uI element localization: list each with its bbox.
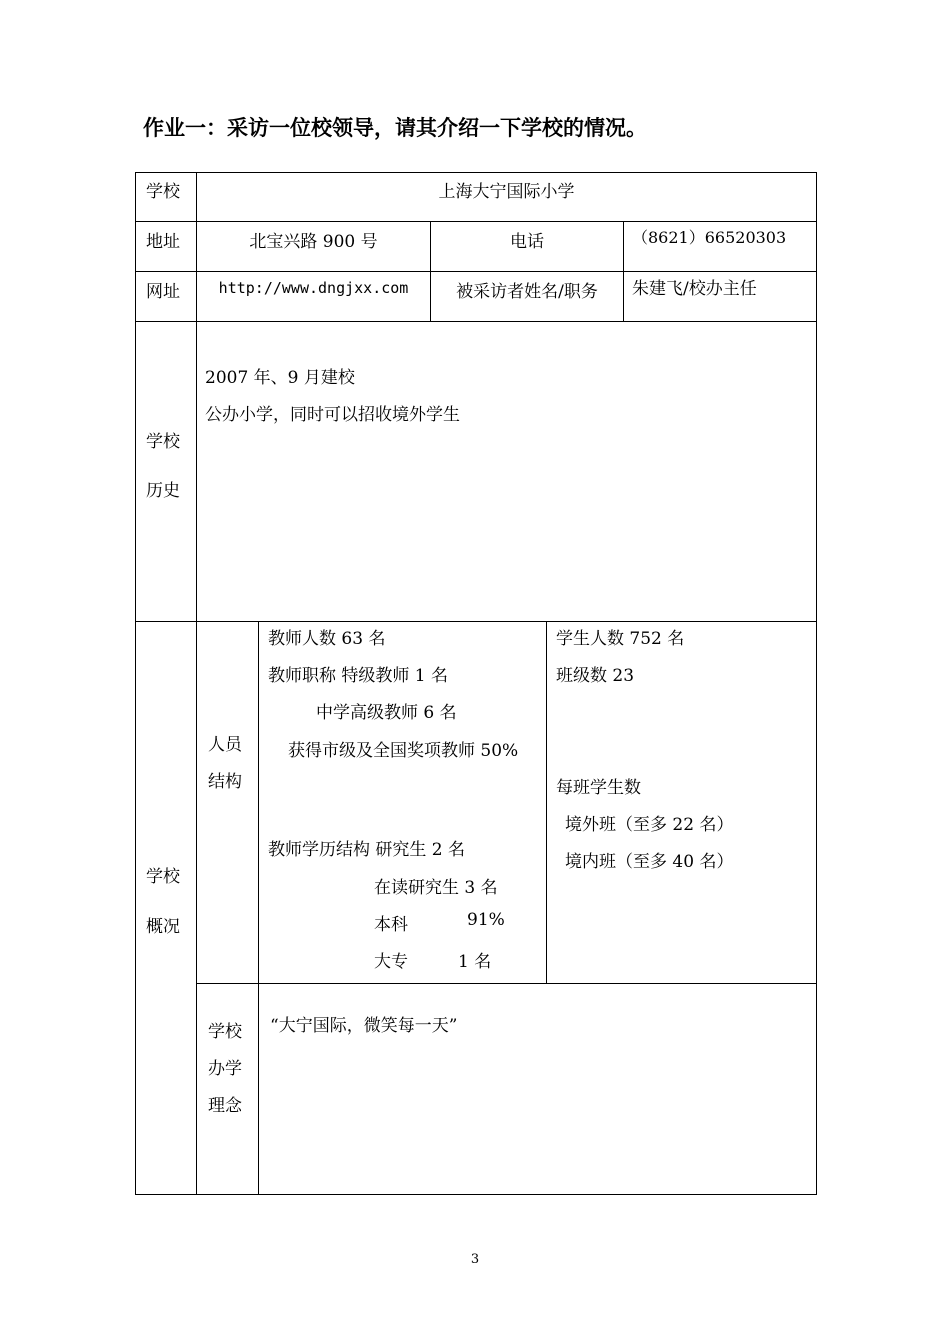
address-value: 北宝兴路 900 号 [249, 232, 378, 252]
website-label: 网址 [146, 282, 180, 302]
award-teachers: 获得市级及全国奖项教师 50% [288, 741, 519, 761]
overview-label-line1: 学校 [146, 867, 180, 887]
table-border-right [816, 172, 817, 1195]
page-title: 作业一：采访一位校领导，请其介绍一下学校的情况。 [143, 116, 647, 140]
college-value: 1 名 [458, 952, 492, 972]
row-divider [135, 271, 817, 272]
bachelor-value: 91% [467, 910, 505, 930]
domestic-class: 境内班（至多 40 名） [565, 852, 734, 872]
staff-label-line2: 结构 [208, 772, 242, 792]
philosophy-label-line1: 学校 [208, 1022, 242, 1042]
website-value: http://www.dngjxx.com [218, 279, 409, 297]
table-border-top [135, 172, 817, 173]
philosophy-label-line2: 办学 [208, 1059, 242, 1079]
label-column-divider [196, 172, 197, 1195]
bachelor-label: 本科 [374, 915, 408, 935]
staff-label-line1: 人员 [208, 735, 242, 755]
row-divider [135, 321, 817, 322]
address-label: 地址 [146, 232, 180, 252]
overseas-class: 境外班（至多 22 名） [565, 815, 734, 835]
teacher-title: 教师职称 特级教师 1 名 [268, 666, 449, 686]
interviewee-value: 朱建飞/校办主任 [632, 279, 757, 299]
column-divider [546, 621, 547, 984]
phone-label: 电话 [510, 232, 544, 252]
interviewee-label: 被采访者姓名/职务 [456, 282, 598, 302]
college-label: 大专 [374, 952, 408, 972]
overview-label-line2: 概况 [146, 917, 180, 937]
history-label-line2: 历史 [146, 481, 180, 501]
graduate-students: 在读研究生 3 名 [374, 878, 498, 898]
history-type: 公办小学，同时可以招收境外学生 [205, 405, 460, 425]
history-label-line1: 学校 [146, 432, 180, 452]
philosophy-motto: “大宁国际，微笑每一天” [270, 1016, 458, 1036]
education-structure: 教师学历结构 研究生 2 名 [268, 840, 466, 860]
school-name: 上海大宁国际小学 [438, 182, 575, 202]
column-divider [623, 221, 624, 322]
history-founded: 2007 年、9 月建校 [205, 368, 355, 388]
column-divider [258, 621, 259, 1195]
teacher-count: 教师人数 63 名 [268, 629, 386, 649]
per-class-label: 每班学生数 [556, 778, 641, 798]
row-divider [135, 621, 817, 622]
phone-value: （8621）66520303 [632, 228, 787, 247]
student-count: 学生人数 752 名 [556, 629, 685, 649]
school-label: 学校 [146, 182, 180, 202]
table-border-left [135, 172, 136, 1195]
page-number: 3 [470, 1252, 480, 1267]
row-divider [196, 983, 817, 984]
senior-teachers: 中学高级教师 6 名 [316, 703, 457, 723]
table-border-bottom [135, 1194, 817, 1195]
philosophy-label-line3: 理念 [208, 1096, 242, 1116]
class-count: 班级数 23 [556, 666, 635, 686]
row-divider [135, 221, 817, 222]
